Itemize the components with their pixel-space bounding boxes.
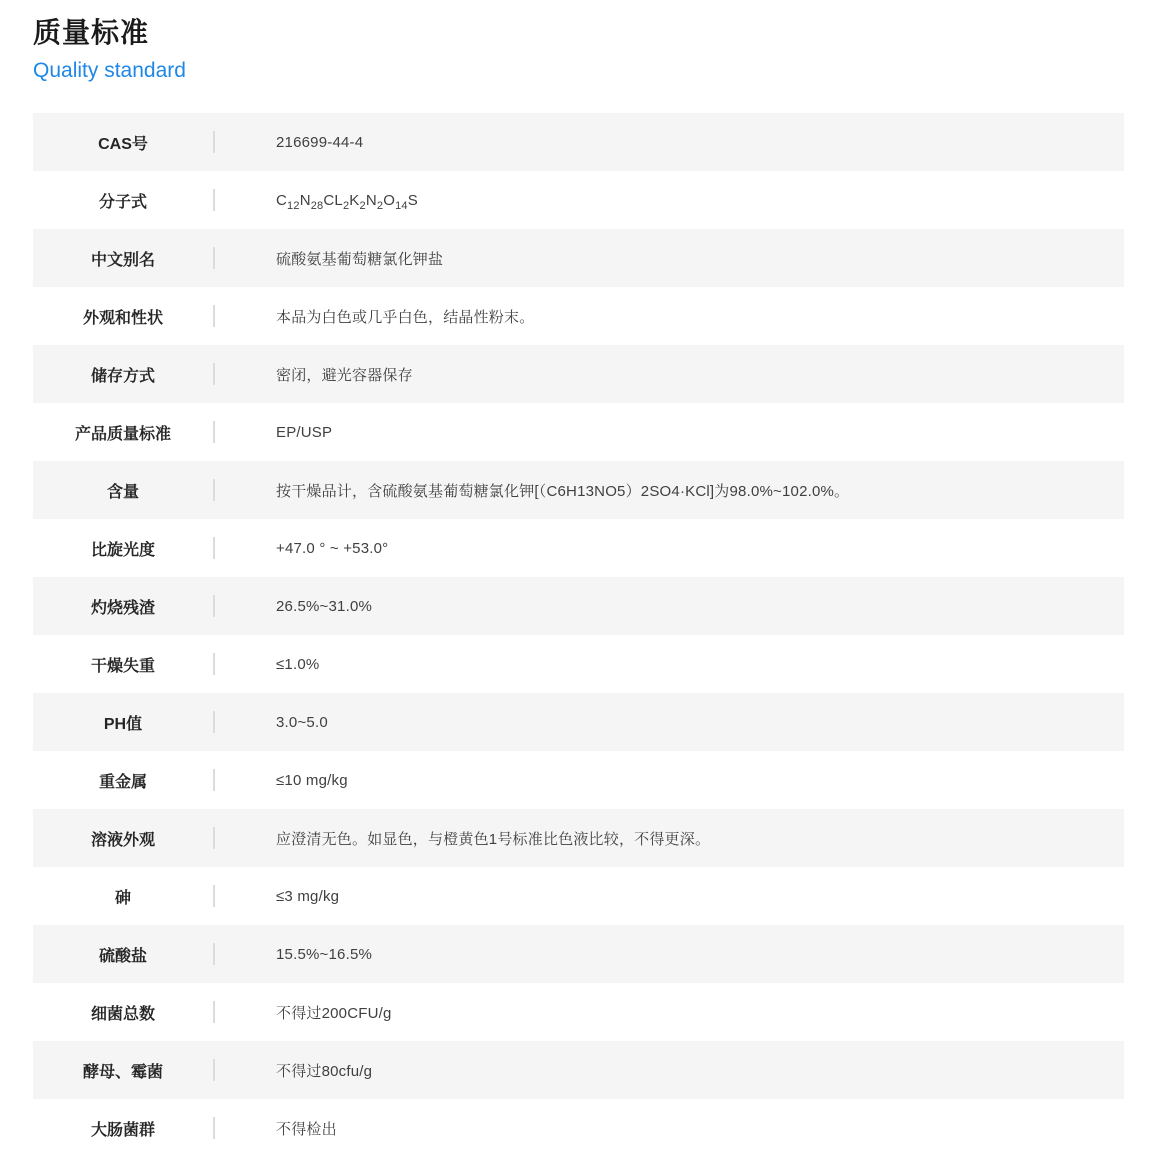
- row-label: CAS号: [98, 135, 148, 153]
- row-value: 应澄清无色。如显色，与橙黄色1号标准比色液比较，不得更深。: [276, 830, 711, 848]
- page-title: 质量标准: [33, 17, 150, 48]
- row-value: EP/USP: [276, 423, 333, 441]
- row-value: 不得过200CFU/g: [276, 1004, 392, 1022]
- row-divider: [213, 1001, 215, 1023]
- table-row: [33, 1099, 1124, 1157]
- row-label: 重金属: [98, 773, 147, 791]
- row-divider: [213, 479, 215, 501]
- row-label: 储存方式: [90, 367, 155, 385]
- table-row: [33, 635, 1124, 693]
- row-label: PH值: [103, 715, 143, 733]
- row-value: 216699-44-4: [276, 133, 364, 151]
- table-row: [33, 983, 1124, 1041]
- table-row: [33, 519, 1124, 577]
- row-divider: [213, 885, 215, 907]
- row-divider: [213, 827, 215, 849]
- row-label: 酵母、霉菌: [82, 1063, 163, 1081]
- row-label: 硫酸盐: [98, 947, 147, 965]
- table-row: [33, 113, 1124, 171]
- row-label: 分子式: [98, 193, 147, 211]
- table-row: [33, 345, 1124, 403]
- table-row: [33, 925, 1124, 983]
- row-label: 外观和性状: [82, 309, 163, 327]
- row-value: 按干燥品计，含硫酸氨基葡萄糖氯化钾[（C6H13NO5）2SO4·KCl]为98.0%~102.0%。: [276, 482, 850, 500]
- row-label: 细菌总数: [90, 1005, 155, 1023]
- table-row: [33, 867, 1124, 925]
- row-divider: [213, 363, 215, 385]
- row-label: 中文别名: [90, 251, 155, 269]
- row-value: +47.0 ° ~ +53.0°: [276, 539, 389, 557]
- row-value: 本品为白色或几乎白色，结晶性粉末。: [276, 308, 535, 326]
- row-label: 比旋光度: [90, 541, 155, 559]
- table-row: [33, 809, 1124, 867]
- row-divider: [213, 595, 215, 617]
- row-divider: [213, 943, 215, 965]
- row-value: $C_{12}N_{28}CL_2K_2N_2O_{14}S$: [276, 191, 418, 212]
- row-divider: [213, 305, 215, 327]
- row-label: 产品质量标准: [74, 425, 171, 443]
- row-divider: [213, 711, 215, 733]
- table-row: [33, 287, 1124, 345]
- row-value: 硫酸氨基葡萄糖氯化钾盐: [276, 250, 444, 268]
- row-divider: [213, 189, 215, 211]
- row-value: ≤3 mg/kg: [276, 887, 340, 905]
- quality-standard-table: [33, 113, 1124, 1157]
- table-row: [33, 171, 1124, 229]
- row-value: 3.0~5.0: [276, 713, 328, 731]
- row-value: 26.5%~31.0%: [276, 597, 373, 615]
- table-row: [33, 577, 1124, 635]
- table-row: [33, 693, 1124, 751]
- row-value: 15.5%~16.5%: [276, 945, 373, 963]
- table-row: [33, 461, 1124, 519]
- table-row: [33, 751, 1124, 809]
- row-divider: [213, 421, 215, 443]
- row-divider: [213, 247, 215, 269]
- row-divider: [213, 1117, 215, 1139]
- row-value: ≤10 mg/kg: [276, 771, 348, 789]
- row-value: ≤1.0%: [276, 655, 320, 673]
- row-divider: [213, 131, 215, 153]
- row-label: 含量: [106, 483, 139, 501]
- table-row: [33, 1041, 1124, 1099]
- row-value: 密闭，避光容器保存: [276, 366, 413, 384]
- row-label: 大肠菌群: [90, 1121, 155, 1139]
- row-value: 不得检出: [276, 1120, 337, 1138]
- row-divider: [213, 653, 215, 675]
- table-row: [33, 229, 1124, 287]
- row-label: 溶液外观: [90, 831, 155, 849]
- row-value: 不得过80cfu/g: [276, 1062, 373, 1080]
- page-content: [33, 0, 1124, 1157]
- row-divider: [213, 769, 215, 791]
- table-row: [33, 403, 1124, 461]
- row-label: 砷: [114, 889, 131, 907]
- row-divider: [213, 1059, 215, 1081]
- page-subtitle: Quality standard: [33, 59, 186, 82]
- row-divider: [213, 537, 215, 559]
- row-label: 灼烧残渣: [90, 599, 155, 617]
- row-label: 干燥失重: [90, 657, 155, 675]
